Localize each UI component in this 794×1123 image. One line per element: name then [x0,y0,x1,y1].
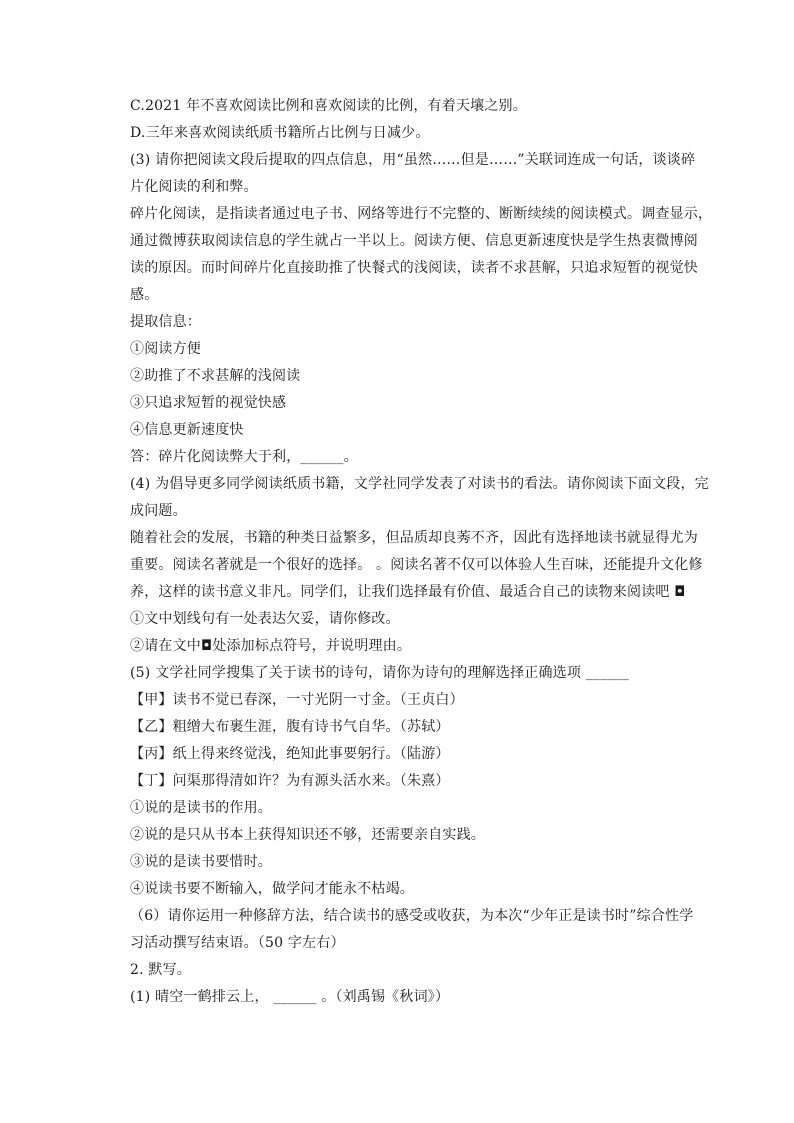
info-item: ①阅读方便 [130,341,201,357]
passage-line: 通过微博获取阅读信息的学生就占一半以上。阅读方便、信息更新速度快是学生热衷微博阅 [130,233,698,249]
passage-line: 感。 [130,287,159,303]
question-6: （6）请你运用一种修辞方法，结合读书的感受或收获，为本次“少年正是读书时”综合性学 [130,908,694,924]
passage-line: 重要。阅读名著就是一个很好的选择。 。阅读名著不仅可以体验人生百味，还能提升文化修 [130,557,703,573]
info-item: ③只追求短暂的视觉快感 [130,395,287,411]
question-6-cont: 习活动撰写结束语。（50 字左右） [130,935,345,951]
question-3: (3) 请你把阅读文段后提取的四点信息，用“虽然……但是……”关联词连成一句话，谈谈碎 [130,152,696,168]
passage-line: 读的原因。而时间碎片化直接助推了快餐式的浅阅读，读者不求甚解，只追求短暂的视觉快 [130,260,698,276]
answer-line: 答：碎片化阅读弊大于利，______。 [130,449,358,465]
info-item: ④信息更新速度快 [130,422,244,438]
passage-line: 养，这样的读书意义非凡。同学们，让我们选择最有价值、最适合自己的读物来阅读吧 ◘ [130,584,686,600]
poem-line: 【丙】纸上得来终觉浅，绝知此事要躬行。（陆游） [130,746,450,762]
poem-line: 【乙】粗缯大布裹生涯，腹有诗书气自华。（苏轼） [130,719,450,735]
document-page [130,93,713,1011]
question-5: (5) 文学社同学搜集了关于读书的诗句，请你为诗句的理解选择正确选项 ______ [130,665,629,681]
choice-item: ④说读书要不断输入，做学问才能永不枯竭。 [130,881,414,897]
choice-item: ③说的是读书要惜时。 [130,854,272,870]
question-4: (4) 为倡导更多同学阅读纸质书籍，文学社同学发表了对读书的看法。请你阅读下面文段，完 [130,476,709,492]
poem-line: 【丁】问渠那得清如许？为有源头活水来。（朱熹） [130,773,450,789]
choice-item: ②说的是只从书本上获得知识还不够，还需要亲自实践。 [130,827,485,843]
question-3-cont: 片化阅读的利和弊。 [130,179,258,195]
info-item: ②助推了不求甚解的浅阅读 [130,368,301,384]
option-d: D.三年来喜欢阅读纸质书籍所占比例与日减少。 [130,125,430,141]
choice-item: ①说的是读书的作用。 [130,800,272,816]
sub-question: ②请在文中◘处添加标点符号，并说明理由。 [130,638,412,654]
option-c: C.2021 年不喜欢阅读比例和喜欢阅读的比例，有着天壤之别。 [130,98,527,114]
passage-line: 碎片化阅读，是指读者通过电子书、网络等进行不完整的、断断续续的阅读模式。调查显示， [130,206,713,222]
passage-line: 随着社会的发展，书籍的种类日益繁多，但品质却良莠不齐，因此有选择地读书就显得尤为 [130,530,698,546]
section-2-heading: 2. 默写。 [130,962,192,978]
dictation-item: (1) 晴空一鹤排云上， ______ 。（刘禹锡《秋词》） [130,989,450,1005]
poem-line: 【甲】读书不觉已春深，一寸光阴一寸金。（王贞白） [130,692,464,708]
extract-info-label: 提取信息： [130,314,201,330]
sub-question: ①文中划线句有一处表达欠妥，请你修改。 [130,611,400,627]
question-4-cont: 成问题。 [130,503,187,519]
